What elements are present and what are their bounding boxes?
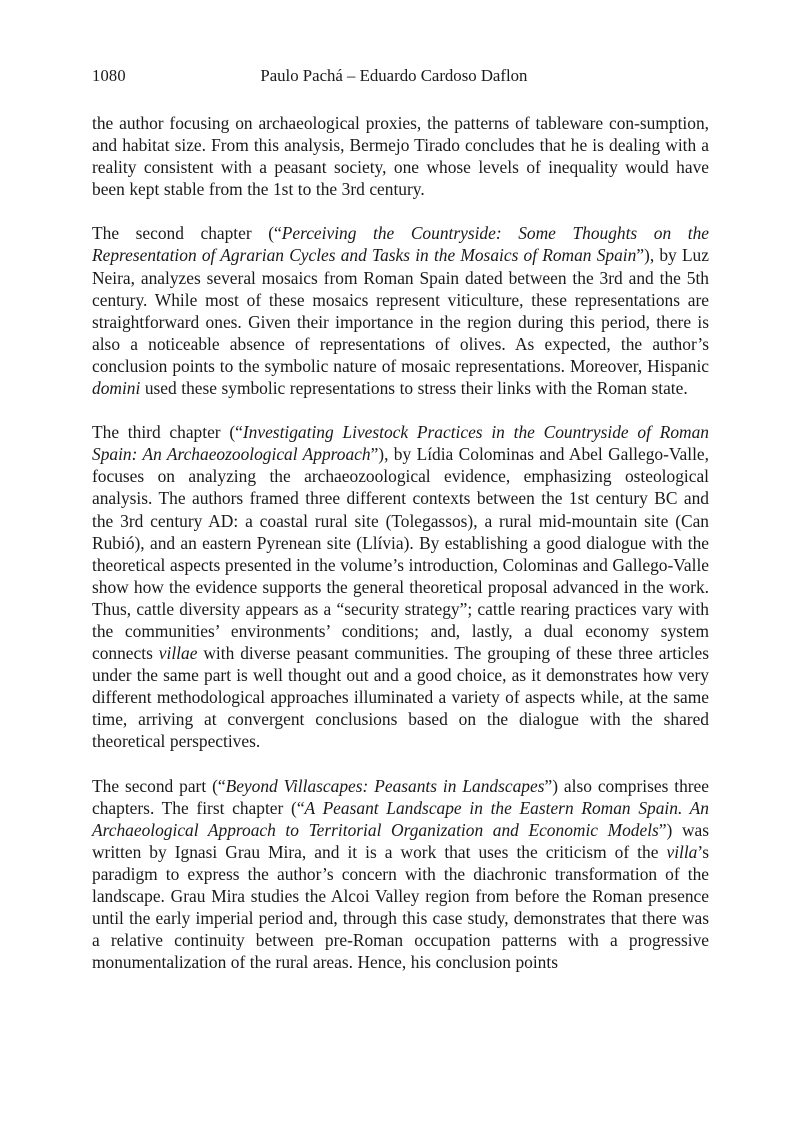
paragraph-2: The second chapter (“Perceiving the Countryside: Some Thoughts on the Representation of Agrarian Cycles and Tasks in the Mosaics of Roman Spain”), by Luz Neira, analyzes several mosaics from Roman Spain dated between the 3rd and the 5th century. While most of these mosaics represent viticulture, these representations are straightforward ones. Given their importance in the region during this period, there is also a noticeable absence of representations of olives. As expected, the author’s conclusion points to the symbolic nature of mosaic representations. Moreover, Hispanic domini used these symbolic representations to stress their links with the Roman state. (92, 223, 709, 399)
running-head-title: Paulo Pachá – Eduardo Cardoso Daflon (260, 66, 528, 85)
running-head (92, 66, 708, 90)
body-text-column (92, 112, 709, 973)
paragraph-1: the author focusing on archaeological proxies, the patterns of tableware con-sumption, and habitat size. From this analysis, Bermejo Tirado concludes that he is dealing with a reality consistent with a peasant society, one whose levels of inequality would have been kept stable from the 1st to the 3rd century. (92, 113, 709, 200)
paragraph-3: The third chapter (“Investigating Livestock Practices in the Countryside of Roman Spain: An Archaeozoological Approach”), by Lídia Colominas and Abel Gallego-Valle, focuses on analyzing the archaeozoological evidence, emphasizing osteological analysis. The authors framed three different contexts between the 1st century BC and the 3rd century AD: a coastal rural site (Tolegassos), a rural mid-mountain site (Can Rubió), and an eastern Pyrenean site (Llívia). By establishing a good dialogue with the theoretical aspects presented in the volume’s introduction, Colominas and Gallego-Valle show how the evidence supports the general theoretical proposal advanced in the work. Thus, cattle diversity appears as a “security strategy”; cattle rearing practices vary with the communities’ environments’ conditions; and, lastly, a dual economy system connects villae with diverse peasant communities. The grouping of these three articles under the same part is well thought out and a good choice, as it demonstrates how very different methodological approaches illuminated a variety of aspects while, at the same time, arriving at convergent conclusions based on the dialogue with the shared theoretical perspectives. (92, 422, 709, 752)
paragraph-4: The second part (“Beyond Villascapes: Peasants in Landscapes”) also comprises three chapters. The first chapter (“A Peasant Landscape in the Eastern Roman Spain. An Archaeological Approach to Territorial Organization and Economic Models”) was written by Ignasi Grau Mira, and it is a work that uses the criticism of the villa’s paradigm to express the author’s concern with the diachronic transformation of the landscape. Grau Mira studies the Alcoi Valley region from before the Roman presence until the early imperial period and, through this case study, demonstrates that there was a relative continuity between pre-Roman occupation patterns with a progressive monumentalization of the rural areas. Hence, his conclusion points (92, 775, 710, 973)
page-number: 1080 (92, 66, 126, 85)
